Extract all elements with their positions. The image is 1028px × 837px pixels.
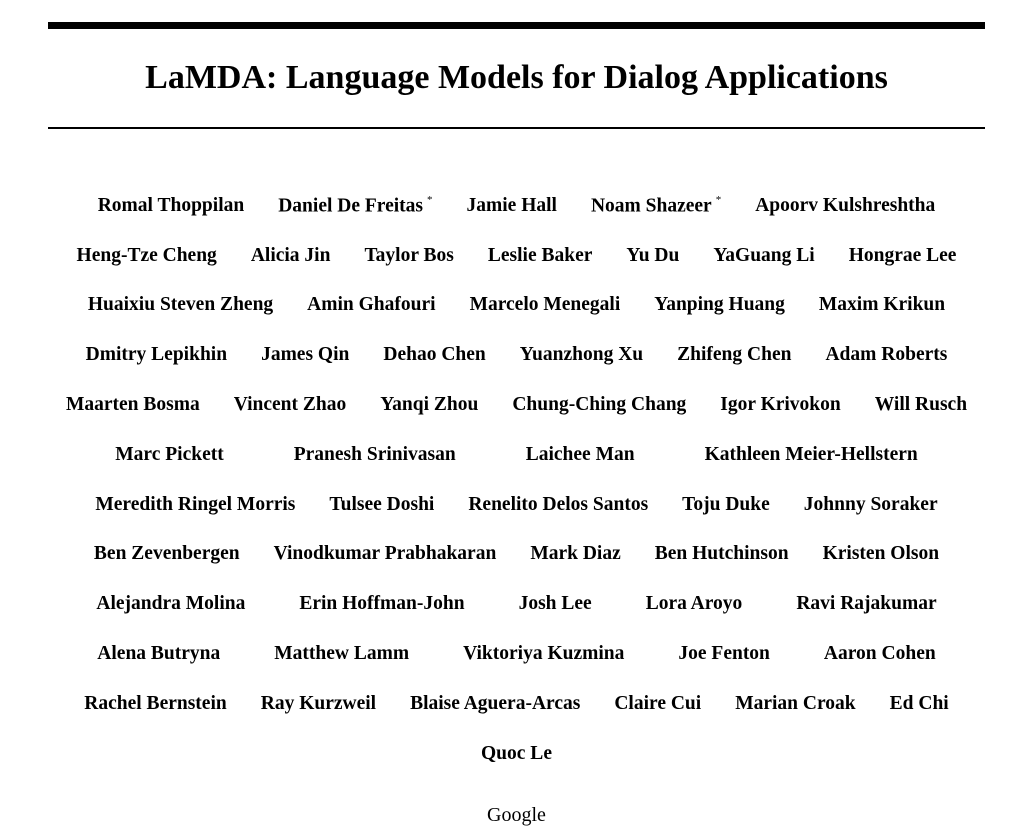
author: Adam Roberts <box>825 344 948 366</box>
author: Viktoriya Kuzmina <box>463 643 625 665</box>
author-row <box>48 181 985 231</box>
author: Maxim Krikun <box>818 294 946 316</box>
author: Renelito Delos Santos <box>468 493 649 515</box>
author: Heng-Tze Cheng <box>76 244 217 266</box>
author: Hongrae Lee <box>848 244 957 266</box>
author: Tulsee Doshi <box>329 493 435 515</box>
author-row <box>48 231 985 281</box>
author: Vincent Zhao <box>233 394 347 416</box>
author: Igor Krivokon <box>720 394 841 416</box>
author: Marian Croak <box>735 692 856 714</box>
equal-contribution-mark: * <box>427 193 433 206</box>
author-row <box>48 281 985 331</box>
author: Maarten Bosma <box>65 394 200 416</box>
author: Mark Diaz <box>530 543 621 565</box>
author: James Qin <box>261 344 350 366</box>
author: Huaixiu Steven Zheng <box>87 294 274 316</box>
author: Apoorv Kulshreshtha <box>755 194 936 216</box>
author: Matthew Lamm <box>274 643 410 665</box>
author: Erin Hoffman-John <box>299 593 465 615</box>
author: Noam Shazeer * <box>590 193 722 217</box>
author: Blaise Aguera-Arcas <box>410 692 581 714</box>
author: Laichee Man <box>525 443 635 465</box>
author: Kathleen Meier-Hellstern <box>704 443 918 465</box>
author-row <box>48 729 985 779</box>
author: Jamie Hall <box>466 194 557 216</box>
affiliation: Google <box>487 804 546 826</box>
equal-contribution-mark: * <box>715 193 722 206</box>
title-bottom-rule <box>48 127 985 129</box>
author: Yu Du <box>626 244 680 266</box>
author: Leslie Baker <box>487 244 593 266</box>
author: Dmitry Lepikhin <box>85 344 228 366</box>
author: Zhifeng Chen <box>677 344 792 366</box>
author: Lora Aroyo <box>645 593 743 615</box>
author: Kristen Olson <box>822 543 940 565</box>
author: Ben Zevenbergen <box>93 543 240 565</box>
author: Meredith Ringel Morris <box>95 493 296 515</box>
author-row <box>48 430 985 480</box>
author: Amin Ghafouri <box>307 294 436 316</box>
author-row <box>48 380 985 430</box>
author: Vinodkumar Prabhakaran <box>273 543 497 565</box>
author: Marcelo Menegali <box>469 294 621 316</box>
author: Dehao Chen <box>383 344 486 366</box>
author: Alena Butryna <box>97 643 221 665</box>
author: Johnny Soraker <box>803 493 938 515</box>
author-row <box>48 480 985 530</box>
author-row <box>48 629 985 679</box>
author: Josh Lee <box>518 593 592 615</box>
author: Daniel De Freitas * <box>278 193 433 217</box>
author-row <box>48 330 985 380</box>
author: Romal Thoppilan <box>97 194 245 216</box>
author: Chung-Ching Chang <box>512 394 687 416</box>
author: Yuanzhong Xu <box>519 344 644 366</box>
author: Toju Duke <box>682 493 770 515</box>
author-list <box>48 181 985 779</box>
author: Joe Fenton <box>678 643 770 665</box>
author: Ray Kurzweil <box>260 692 377 714</box>
author: Ben Hutchinson <box>654 543 789 565</box>
author: Quoc Le <box>481 742 552 764</box>
author: Yanping Huang <box>654 294 785 316</box>
author: Pranesh Srinivasan <box>293 443 456 465</box>
author-row <box>48 579 985 629</box>
author: Will Rusch <box>874 394 968 416</box>
author: Marc Pickett <box>115 443 224 465</box>
author: YaGuang Li <box>713 244 815 266</box>
author: Aaron Cohen <box>823 643 936 665</box>
author: Alicia Jin <box>250 244 331 266</box>
author-row <box>48 679 985 729</box>
author: Alejandra Molina <box>96 593 246 615</box>
top-rule <box>48 22 985 29</box>
paper-title: LaMDA: Language Models for Dialog Applications <box>145 59 888 96</box>
author: Ed Chi <box>889 692 949 714</box>
author-row <box>48 530 985 580</box>
author: Ravi Rajakumar <box>796 593 937 615</box>
author: Rachel Bernstein <box>84 692 227 714</box>
author: Taylor Bos <box>364 244 454 266</box>
author: Claire Cui <box>614 692 702 714</box>
author: Yanqi Zhou <box>380 394 479 416</box>
